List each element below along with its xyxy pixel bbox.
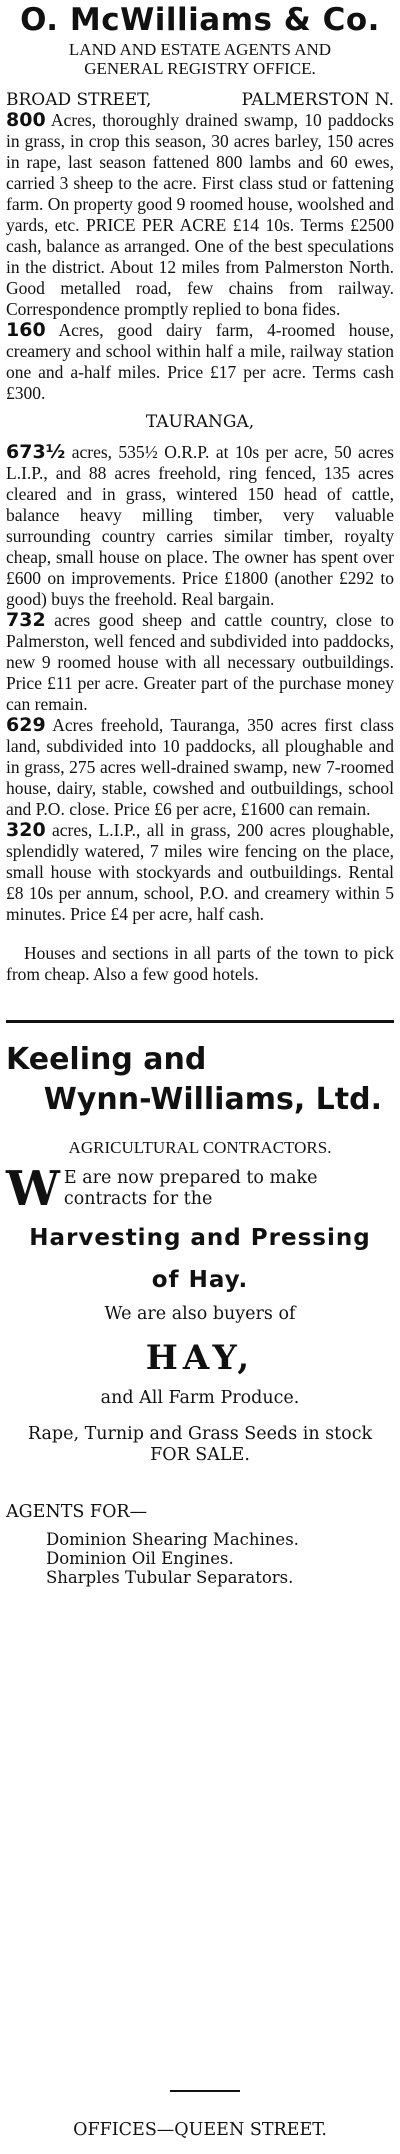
listing-lead: 732: [6, 609, 46, 631]
mcwilliams-subtitle-line2: GENERAL REGISTRY OFFICE.: [84, 59, 316, 78]
hay-heading: HAY,: [145, 1338, 255, 1378]
mcwilliams-title: O. McWilliams & Co.: [20, 2, 380, 38]
keeling-title-line2: Wynn-Williams, Ltd.: [43, 1082, 382, 1117]
listing-text: Acres, thoroughly drained swamp, 10 paddocks in grass, in crop this season, 30 acres barley, 150 acres in rape, last season fattened 800 lambs and 60 ewes, carried 3 sheep to the acre. First class stud or fattening farm. On property good 9 roomed house, woolshed and yards, etc. PRICE PER ACRE £14 10s. Terms £2500 cash, balance as arranged. One of the best speculations in the district. About 12 miles from Palmerston North. Good metalled road, few chains from railway. Correspondence promptly replied to bona fides.: [6, 110, 394, 319]
mcwilliams-subtitle-line1: LAND AND ESTATE AGENTS AND: [68, 40, 332, 59]
listing-lead: 160: [6, 319, 46, 341]
farm-produce: and All Farm Produce.: [100, 1388, 300, 1408]
listing-text: acres, L.I.P., all in grass, 200 acres ploughable, splendidly watered, 7 miles wire fencing on the place, small house with stockyards and outbuildings. Rental £8 10s per annum, school, P.O. and creamery within 5 minutes. Price £4 per acre, half cash.: [6, 820, 394, 924]
short-divider-rule: [170, 2090, 240, 2092]
also-buyers: We are also buyers of: [104, 1304, 296, 1324]
keeling-intro: [6, 1161, 394, 1217]
mcwilliams-location: [6, 90, 394, 110]
offices-line: OFFICES—QUEEN STREET.: [73, 2120, 327, 2140]
keeling-title-line1: Keeling and: [6, 1042, 207, 1077]
agents-heading: AGENTS FOR—: [6, 1502, 148, 1522]
seeds-line1: Rape, Turnip and Grass Seeds in stock: [27, 1424, 373, 1444]
agent-item: Dominion Oil Engines.: [46, 1549, 234, 1568]
listing-800-acres: [6, 110, 394, 320]
location-town: PALMERSTON N.: [241, 90, 394, 110]
keeling-subtitle: AGRICULTURAL CONTRACTORS.: [68, 1138, 332, 1157]
divider-rule: [6, 1020, 394, 1023]
listing-text: Acres, good dairy farm, 4-roomed house, creamery and school within half a mile, railway station one and a-half miles. Price £17 per acre. Terms cash £300.: [6, 320, 394, 403]
tauranga-heading: TAURANGA,: [145, 412, 255, 432]
seeds-line2: FOR SALE.: [150, 1445, 250, 1465]
listing-text: Acres freehold, Tauranga, 350 acres first class land, subdivided into 10 paddocks, all ploughable and in grass, 275 acres well-drained swamp, new 7-roomed house, dairy, stable, cowshed and outbuildings, school and P.O. close. Price £6 per acre, £1600 can remain.: [6, 715, 394, 819]
listing-673-acres: [6, 442, 394, 610]
listing-text: acres good sheep and cattle country, close to Palmerston, well fenced and subdivided into paddocks, new 9 roomed house with all necessary outbuildings. Price £11 per acre. Greater part of the purchase money can remain.: [6, 610, 394, 714]
intro-text: E are now prepared to make contracts for the: [63, 1168, 318, 1209]
agent-item: Sharples Tubular Separators.: [46, 1568, 294, 1587]
listing-lead: 673½: [6, 441, 66, 463]
listing-320-acres: [6, 820, 394, 925]
location-street: BROAD STREET,: [6, 90, 152, 110]
listing-629-acres: [6, 715, 394, 820]
dropcap: W: [6, 1161, 60, 1217]
listing-160-acres: [6, 320, 394, 404]
listing-lead: 800: [6, 109, 46, 131]
keeling-advert: [6, 1040, 394, 1587]
listing-732-acres: [6, 610, 394, 715]
mcwilliams-footer: Houses and sections in all parts of the town to pick from cheap. Also a few good hotels.: [6, 943, 394, 984]
listing-lead: 629: [6, 714, 46, 736]
harvesting-line2: of Hay.: [151, 1267, 249, 1293]
harvesting-line1: Harvesting and Pressing: [29, 1225, 371, 1251]
listing-text: acres, 535½ O.R.P. at 10s per acre, 50 acres L.I.P., and 88 acres freehold, ring fenced, 135 acres cleared and in grass, wintered 150 head of cattle, balance heavy milling timber, very valuable surrounding country carries similar timber, royalty cheap, small house on place. The owner has spent over £600 on improvements. Price £1800 (another £292 to good) buys the freehold. Real bargain.: [6, 442, 394, 609]
agent-item: Dominion Shearing Machines.: [46, 1530, 299, 1549]
listing-lead: 320: [6, 819, 46, 841]
